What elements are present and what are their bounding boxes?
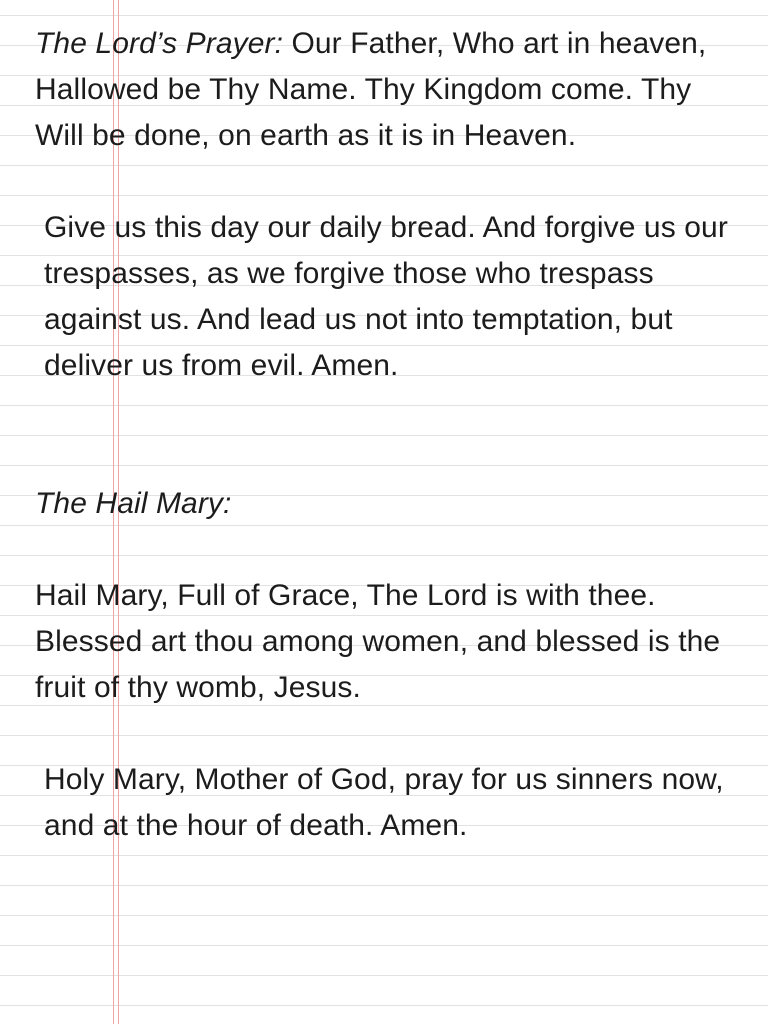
blank-line (35, 389, 735, 435)
note-content[interactable] (35, 21, 735, 849)
blank-line (35, 159, 735, 205)
blank-line (35, 527, 735, 573)
blank-line (35, 435, 735, 481)
blank-line (35, 711, 735, 757)
hail-mary-paragraph-2: Holy Mary, Mother of God, pray for us sinners now, and at the hour of death. Amen. (44, 763, 724, 842)
hail-mary-title: The Hail Mary: (35, 487, 232, 520)
lords-prayer-text-1: Our Father, Who art in heaven, Hallowed be Thy Name. Thy Kingdom come. Thy Will be done, on earth as it is in Heaven. (35, 27, 707, 152)
hail-mary-paragraph-1: Hail Mary, Full of Grace, The Lord is with thee. Blessed art thou among women, and blessed is the fruit of thy womb, Jesus. (35, 579, 721, 704)
lords-prayer-title: The Lord’s Prayer: (35, 27, 284, 60)
lords-prayer-paragraph-2: Give us this day our daily bread. And forgive us our trespasses, as we forgive those who trespass against us. And lead us not into temptation, but deliver us from evil. Amen. (44, 211, 728, 382)
hail-mary-heading (35, 481, 735, 527)
lords-prayer-paragraph-1 (35, 21, 735, 159)
